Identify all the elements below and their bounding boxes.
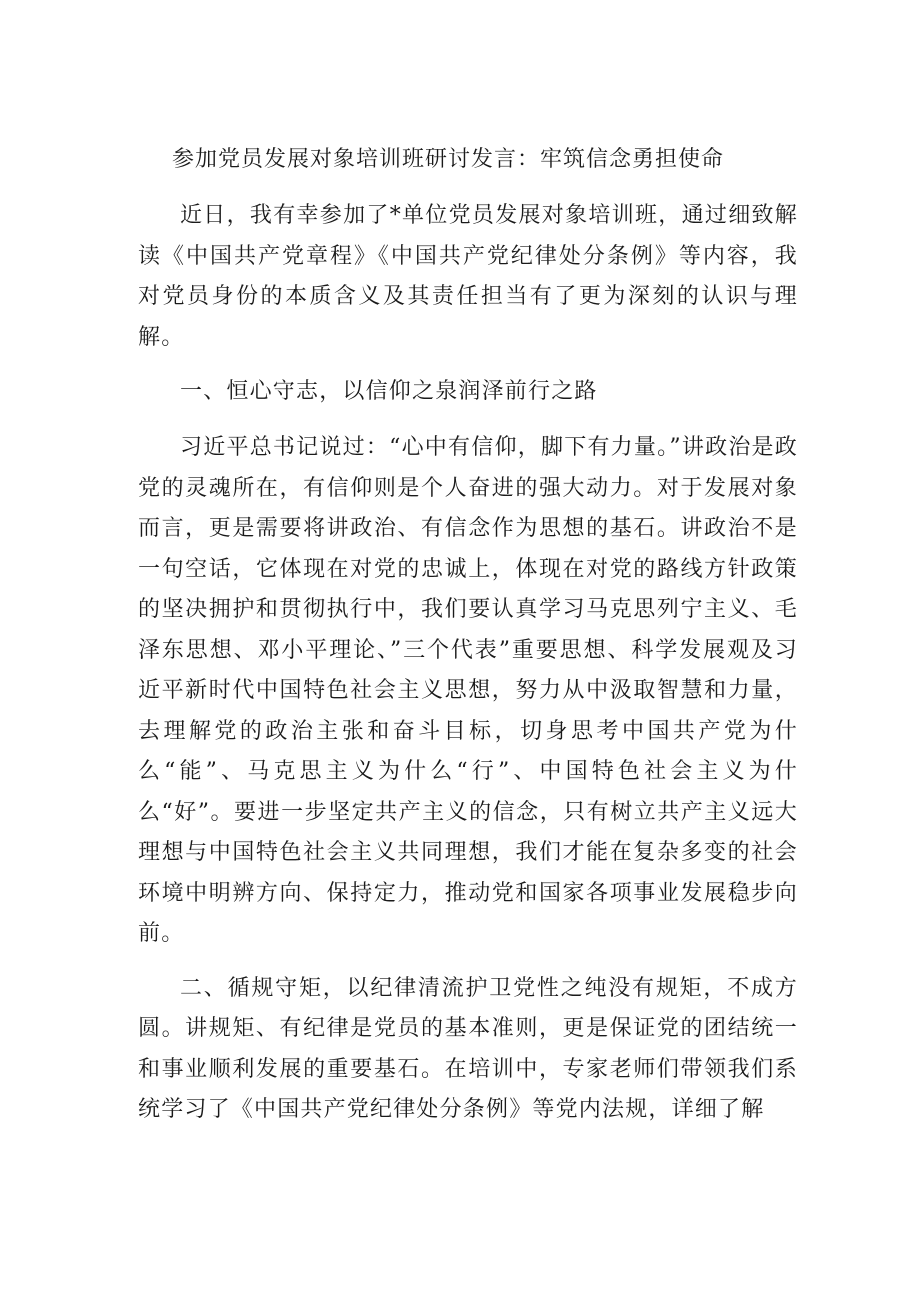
section-2-paragraph: 二、循规守矩，以纪律清流护卫党性之纯没有规矩，不成方圆。讲规矩、有纪律是党员的基本准则，更是保证党的团结统一和事业顺利发展的重要基石。在培训中，专家老师们带领我们系统学习了《中国共产党纪律处分条例》等党内法规，详细了解 — [138, 975, 798, 1122]
section-1-heading: 一、恒心守志，以信仰之泉润泽前行之路 — [180, 379, 598, 404]
section-1-paragraph: 习近平总书记说过：“心中有信仰，脚下有力量。”讲政治是政党的灵魂所在，有信仰则是个人奋进的强大动力。对于发展对象而言，更是需要将讲政治、有信念作为思想的基石。讲政治不是一句空话，它体现在对党的忠诚上，体现在对党的路线方针政策的坚决拥护和贯彻执行中，我们要认真学习马克思列宁主义、毛泽东思想、邓小平理论、”三个代表”重要思想、科学发展观及习近平新时代中国特色社会主义思想，努力从中汲取智慧和力量，去理解党的政治主张和奋斗目标，切身思考中国共产党为什么“能”、马克思主义为什么“行”、中国特色社会主义为什么“好”。要进一步坚定共产主义的信念，只有树立共产主义远大理想与中国特色社会主义共同理想，我们才能在复杂多变的社会环境中明辨方向、保持定力，推动党和国家各项事业发展稳步向前。 — [138, 435, 798, 946]
document-title: 参加党员发展对象培训班研讨发言：牢筑信念勇担使命 — [172, 147, 725, 172]
document-body — [138, 140, 798, 1145]
intro-paragraph: 近日，我有幸参加了*单位党员发展对象培训班，通过细致解读《中国共产党章程》《中国共产党纪律处分条例》等内容，我对党员身份的本质含义及其责任担当有了更为深刻的认识与理解。 — [138, 203, 798, 350]
